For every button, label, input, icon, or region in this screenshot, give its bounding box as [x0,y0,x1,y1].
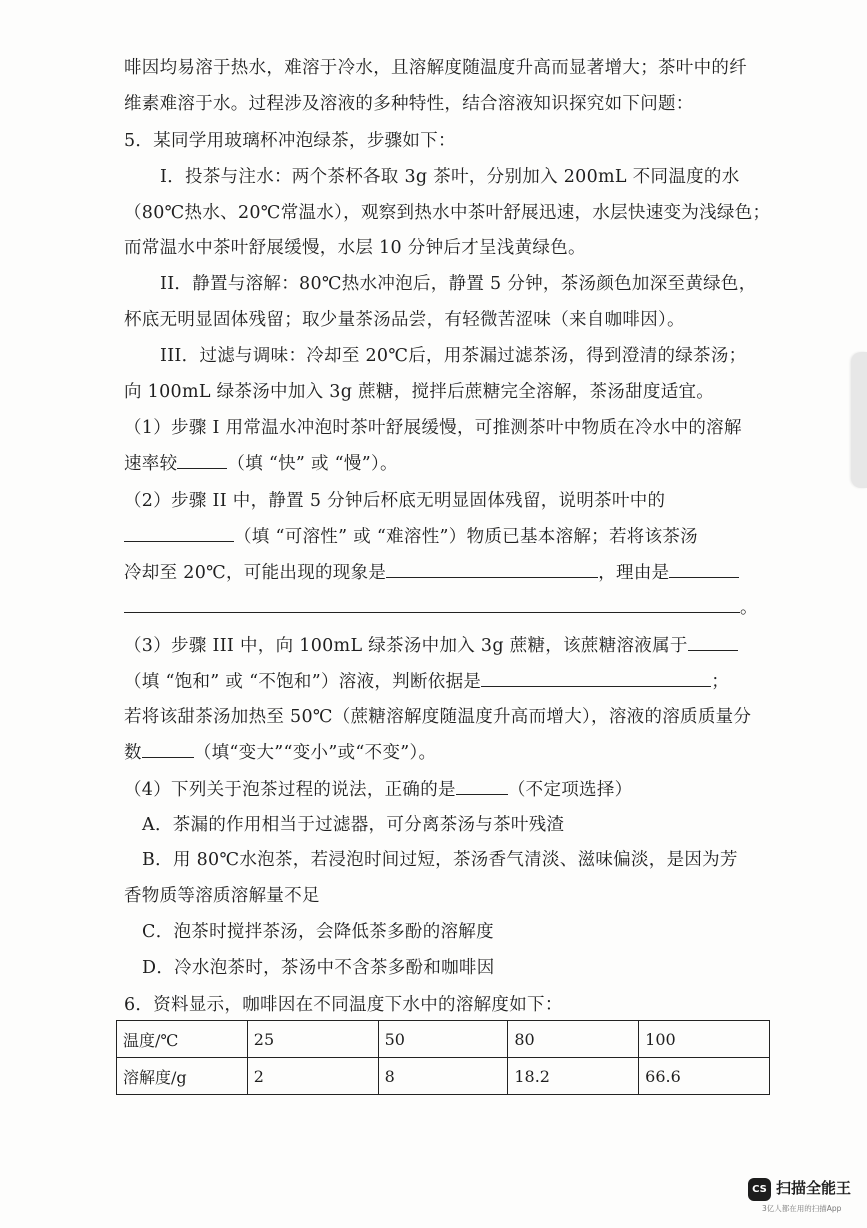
q5-part1-text-a: 速率较 [124,454,178,474]
q5-part3-text-c: ； [711,672,729,692]
side-pull-tab[interactable] [851,352,867,488]
q5-part3-line-3: 若将该甜茶汤加热至 50℃（蔗糖溶解度随温度升高而增大），溶液的溶质质量分 [124,707,752,727]
scanner-app-tagline: 3亿人都在用的扫描App [762,1204,842,1213]
q5-part4-text-a: （4）下列关于泡茶过程的说法，正确的是 [124,780,456,800]
q5-part4-line-1 [124,777,632,802]
answer-blank[interactable] [124,595,740,613]
q5-option-b-line-2: 香物质等溶质溶解量不足 [124,886,320,906]
intro-line-2: 维素难溶于水。过程涉及溶液的多种特性，结合溶液知识探究如下问题： [124,94,694,114]
answer-blank[interactable] [124,524,234,542]
q5-part2-line-4 [124,595,758,620]
q5-option-a: A．茶漏的作用相当于过滤器，可分离茶汤与茶叶残渣 [142,815,565,835]
q5-part2-text-b: ，理由是 [598,563,670,583]
q5-option-b-line-1: B．用 80℃水泡茶，若浸泡时间过短，茶汤香气清淡、滋味偏淡，是因为芳 [142,850,738,870]
q5-part2-line-2 [124,524,698,549]
q6-heading: 6．资料显示，咖啡因在不同温度下水中的溶解度如下： [124,995,563,1015]
q5-step1-line-1: I．投茶与注水：两个茶杯各取 3g 茶叶，分别加入 200mL 不同温度的水 [160,167,740,187]
q5-part3-line-1 [124,633,738,658]
q5-part1-line-1: （1）步骤 I 用常温水冲泡时茶叶舒展缓慢，可推测茶叶中物质在冷水中的溶解 [124,418,742,438]
q5-part2-text-end: 。 [740,598,758,618]
table-row [117,1021,770,1058]
intro-line-1: 啡因均易溶于热水，难溶于冷水，且溶解度随温度升高而显著增大；茶叶中的纤 [124,58,747,78]
q5-heading: 5．某同学用玻璃杯冲泡绿茶，步骤如下： [124,131,456,151]
table-cell: 66.6 [639,1058,770,1095]
answer-blank[interactable] [456,777,508,795]
answer-blank[interactable] [669,560,739,578]
q5-part4-text-b: （不定项选择） [507,780,633,800]
solubility-table [116,1020,770,1095]
q5-step3-line-2: 向 100mL 绿茶汤中加入 3g 蔗糖，搅拌后蔗糖完全溶解，茶汤甜度适宜。 [124,382,715,402]
q5-step3-line-1: III．过滤与调味：冷却至 20℃后，用茶漏过滤茶汤，得到澄清的绿茶汤； [160,346,747,366]
scanner-app-name: 扫描全能王 [776,1179,852,1197]
q5-part1-line-2 [124,451,398,476]
q5-part2-text-a: 冷却至 20℃，可能出现的现象是 [124,563,387,583]
q5-part2-line-1: （2）步骤 II 中，静置 5 分钟后杯底无明显固体残留，说明茶叶中的 [124,491,666,511]
q5-part3-text-e: （填“变大”“变小”或“不变”）。 [193,743,437,763]
answer-blank[interactable] [142,740,194,758]
q5-part2-text: （填 “可溶性” 或 “难溶性”）物质已基本溶解；若将该茶汤 [234,527,698,547]
answer-blank[interactable] [688,633,738,651]
q5-step1-line-2: （80℃热水、20℃常温水），观察到热水中茶叶舒展迅速，水层快速变为浅绿色； [124,203,771,223]
q5-option-d: D．冷水泡茶时，茶汤中不含茶多酚和咖啡因 [142,958,495,978]
q5-part3-text-b: （填 “饱和” 或 “不饱和”）溶液，判断依据是 [124,672,482,692]
answer-blank[interactable] [481,669,711,687]
table-cell: 100 [639,1021,770,1058]
table-cell: 温度/℃ [117,1021,248,1058]
table-cell: 50 [378,1021,508,1058]
q5-part3-text-a: （3）步骤 III 中，向 100mL 绿茶汤中加入 3g 蔗糖，该蔗糖溶液属于 [124,636,688,656]
table-cell: 25 [247,1021,378,1058]
scanner-logo-icon: CS [748,1178,771,1201]
table-cell: 18.2 [508,1058,639,1095]
q5-part3-line-4 [124,740,436,765]
table-row [117,1058,770,1095]
table-cell: 8 [378,1058,508,1095]
answer-blank[interactable] [177,451,227,469]
answer-blank[interactable] [386,560,598,578]
q5-part2-line-3 [124,560,739,585]
q5-step2-line-2: 杯底无明显固体残留；取少量茶汤品尝，有轻微苦涩味（来自咖啡因）。 [124,310,685,330]
q5-option-c: C．泡茶时搅拌茶汤，会降低茶多酚的溶解度 [142,922,494,942]
table-cell: 溶解度/g [117,1058,248,1095]
table-cell: 80 [508,1021,639,1058]
q5-part1-text-b: （填 “快” 或 “慢”）。 [227,454,398,474]
q5-part3-text-d: 数 [124,743,142,763]
q5-part3-line-2 [124,669,729,694]
q5-step1-line-3: 而常温水中茶叶舒展缓慢，水层 10 分钟后才呈浅黄绿色。 [124,238,586,258]
table-cell: 2 [247,1058,378,1095]
q5-step2-line-1: II．静置与溶解：80℃热水冲泡后，静置 5 分钟，茶汤颜色加深至黄绿色， [160,274,757,294]
